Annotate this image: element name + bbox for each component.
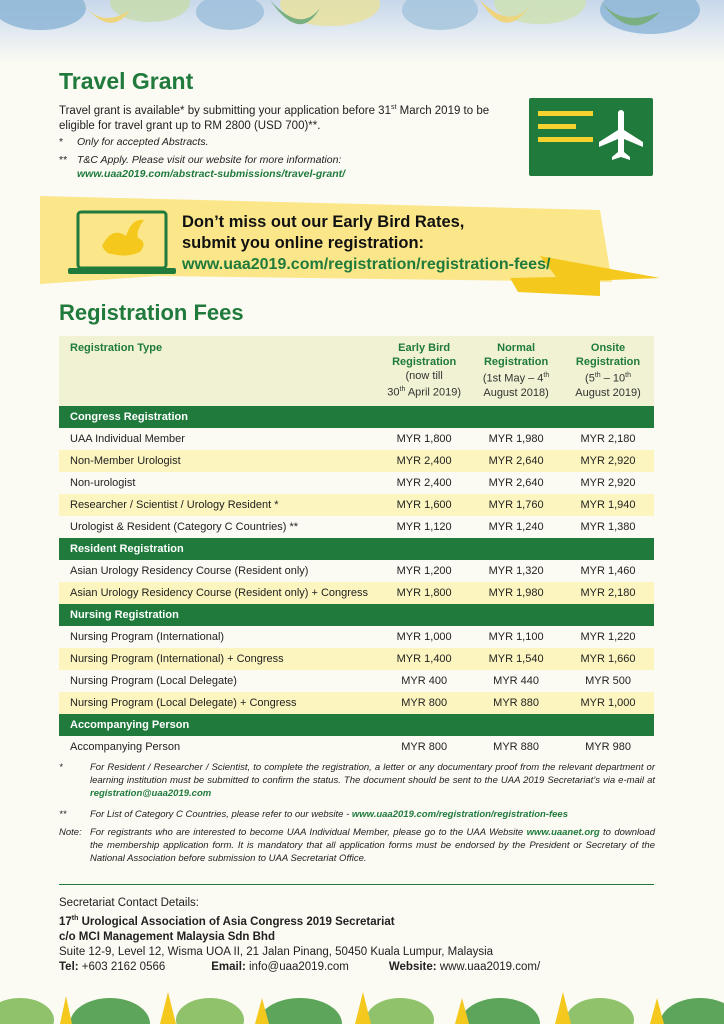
fee-onsite: MYR 500 xyxy=(585,674,631,687)
fee-name: Urologist & Resident (Category C Countries) ** xyxy=(70,520,299,533)
uaanet-link[interactable]: www.uaanet.org xyxy=(526,827,600,838)
fee-normal: MYR 1,980 xyxy=(470,582,562,604)
fee-normal: MYR 1,240 xyxy=(488,520,544,533)
contact-company: c/o MCI Management Malaysia Sdn Bhd xyxy=(59,930,275,943)
fee-name: Researcher / Scientist / Urology Resident * xyxy=(59,494,378,516)
fee-name: Non-urologist xyxy=(70,476,136,489)
fee-normal: MYR 2,640 xyxy=(488,476,544,489)
fee-onsite: MYR 1,460 xyxy=(580,564,636,577)
fee-early-bird: MYR 1,400 xyxy=(378,648,470,670)
fee-early-bird: MYR 1,120 xyxy=(396,520,452,533)
footnote-membership: Note: For registrants who are interested to become UAA Individual Member, please go to the UAA Website www.uaanet.org to download the membership application form. It is mandatory that all application forms must be endorsed by the President or Secretary of the National Association before submission to UAA Secretariat Office. xyxy=(59,827,655,864)
promo-url-link[interactable]: www.uaa2019.com/registration/registration-fees/ xyxy=(182,256,551,273)
table-row xyxy=(59,648,654,670)
fee-name: Nursing Program (Local Delegate) xyxy=(70,674,237,687)
fee-onsite: MYR 2,180 xyxy=(580,432,636,445)
table-row xyxy=(59,626,654,648)
contact-tel[interactable]: +603 2162 0566 xyxy=(81,960,166,973)
registration-email-link[interactable]: registration@uaa2019.com xyxy=(90,788,212,799)
fee-early-bird: MYR 2,400 xyxy=(378,450,470,472)
registration-fees-table xyxy=(59,336,654,758)
bottom-decorative-banner xyxy=(0,986,724,1024)
table-row xyxy=(59,516,654,538)
header-registration-type: Registration Type xyxy=(59,336,378,406)
fee-name: Nursing Program (International) xyxy=(70,630,225,643)
fee-onsite: MYR 2,920 xyxy=(562,450,654,472)
section-title: Congress Registration xyxy=(59,406,654,428)
fee-onsite: MYR 1,220 xyxy=(580,630,636,643)
section-title: Nursing Registration xyxy=(59,604,654,626)
fee-normal: MYR 440 xyxy=(493,674,540,687)
table-row xyxy=(59,494,654,516)
section-title: Accompanying Person xyxy=(59,714,654,736)
fee-normal: MYR 1,100 xyxy=(488,630,544,643)
table-row xyxy=(59,560,654,582)
fee-normal: MYR 1,980 xyxy=(488,432,544,445)
fee-normal: MYR 1,540 xyxy=(470,648,562,670)
header-early-bird: Early Bird Registration (now till 30th April 2019) xyxy=(378,336,470,406)
secretariat-contact xyxy=(59,896,659,975)
fee-onsite: MYR 1,660 xyxy=(562,648,654,670)
promo-line-1: Don’t miss out our Early Bird Rates, xyxy=(182,213,465,231)
travel-grant-link[interactable]: www.uaa2019.com/abstract-submissions/travel-grant/ xyxy=(77,168,346,180)
table-row xyxy=(59,736,654,758)
table-row xyxy=(59,670,654,692)
section-header-row xyxy=(59,604,654,626)
top-decorative-banner xyxy=(0,0,724,62)
fee-name: Nursing Program (Local Delegate) + Congress xyxy=(59,692,378,714)
table-row xyxy=(59,582,654,604)
travel-grant-description: Travel grant is available* by submitting your application before 31st March 2019 to be eligible for travel grant up to RM 2800 (USD 700)**. xyxy=(59,104,490,132)
fee-early-bird: MYR 1,800 xyxy=(396,432,452,445)
table-row xyxy=(59,692,654,714)
fee-early-bird: MYR 1,800 xyxy=(378,582,470,604)
contact-details-row: Tel: +603 2162 0566 Email: info@uaa2019.com Website: www.uaa2019.com/ xyxy=(59,960,541,973)
fee-name: Non-Member Urologist xyxy=(59,450,378,472)
fee-onsite: MYR 1,940 xyxy=(562,494,654,516)
fee-onsite: MYR 980 xyxy=(585,740,631,753)
fee-normal: MYR 1,320 xyxy=(488,564,544,577)
table-row xyxy=(59,428,654,450)
category-c-link[interactable]: www.uaa2019.com/registration/registration-fees xyxy=(351,809,568,820)
contact-org: 17th Urological Association of Asia Congress 2019 Secretariat xyxy=(59,915,395,928)
contact-heading: Secretariat Contact Details: xyxy=(59,897,199,909)
fee-early-bird: MYR 1,200 xyxy=(396,564,452,577)
fee-early-bird: MYR 1,000 xyxy=(396,630,452,643)
fee-early-bird: MYR 400 xyxy=(401,674,448,687)
fee-onsite: MYR 2,920 xyxy=(580,476,636,489)
fee-onsite: MYR 1,000 xyxy=(562,692,654,714)
promo-line-2: submit you online registration: xyxy=(182,234,425,252)
section-title: Resident Registration xyxy=(59,538,654,560)
fee-normal: MYR 2,640 xyxy=(470,450,562,472)
contact-address: Suite 12-9, Level 12, Wisma UOA II, 21 Jalan Pinang, 50450 Kuala Lumpur, Malaysia xyxy=(59,945,494,958)
fee-name: UAA Individual Member xyxy=(70,432,185,445)
fee-name: Accompanying Person xyxy=(70,740,181,753)
fee-onsite: MYR 2,180 xyxy=(562,582,654,604)
travel-grant-note-1: * Only for accepted Abstracts. xyxy=(59,136,209,148)
registration-fees-title: Registration Fees xyxy=(59,300,244,325)
section-header-row xyxy=(59,538,654,560)
travel-grant-title: Travel Grant xyxy=(59,68,194,94)
fee-name: Nursing Program (International) + Congress xyxy=(59,648,378,670)
travel-grant-badge xyxy=(529,98,653,176)
fee-early-bird: MYR 1,600 xyxy=(378,494,470,516)
contact-email[interactable]: info@uaa2019.com xyxy=(248,960,349,973)
header-onsite: Onsite Registration (5th – 10th August 2019) xyxy=(562,336,654,406)
fee-name: Asian Urology Residency Course (Resident only) + Congress xyxy=(59,582,378,604)
fee-onsite: MYR 1,380 xyxy=(580,520,636,533)
table-row xyxy=(59,450,654,472)
fee-name: Asian Urology Residency Course (Resident only) xyxy=(70,564,309,577)
table-header-row xyxy=(59,336,654,406)
table-row xyxy=(59,472,654,494)
header-normal: Normal Registration (1st May – 4th August 2018) xyxy=(470,336,562,406)
fee-normal: MYR 880 xyxy=(470,692,562,714)
footnote-category-c: ** For List of Category C Countries, please refer to our website - www.uaa2019.com/registration/registration-fees xyxy=(59,809,568,820)
fee-early-bird: MYR 800 xyxy=(401,740,448,753)
section-header-row xyxy=(59,714,654,736)
footnote-resident: * For Resident / Researcher / Scientist, to complete the registration, a letter or any documentary proof from the relevant department or learning institution must be submitted to confirm the status. The document should be sent to the UAA 2019 Secretariat’s via e-mail at registration@uaa2019.com xyxy=(59,762,655,799)
promo-text xyxy=(182,212,652,275)
fee-normal: MYR 880 xyxy=(493,740,540,753)
plane-icon xyxy=(529,98,653,176)
section-header-row xyxy=(59,406,654,428)
fee-early-bird: MYR 2,400 xyxy=(396,476,452,489)
contact-divider xyxy=(59,884,654,885)
fee-normal: MYR 1,760 xyxy=(470,494,562,516)
travel-grant-note-2: ** T&C Apply. Please visit our website for more information: www.uaa2019.com/abstract-submissions/travel-grant/ xyxy=(59,154,346,180)
fee-early-bird: MYR 800 xyxy=(378,692,470,714)
contact-website[interactable]: www.uaa2019.com/ xyxy=(439,960,541,973)
